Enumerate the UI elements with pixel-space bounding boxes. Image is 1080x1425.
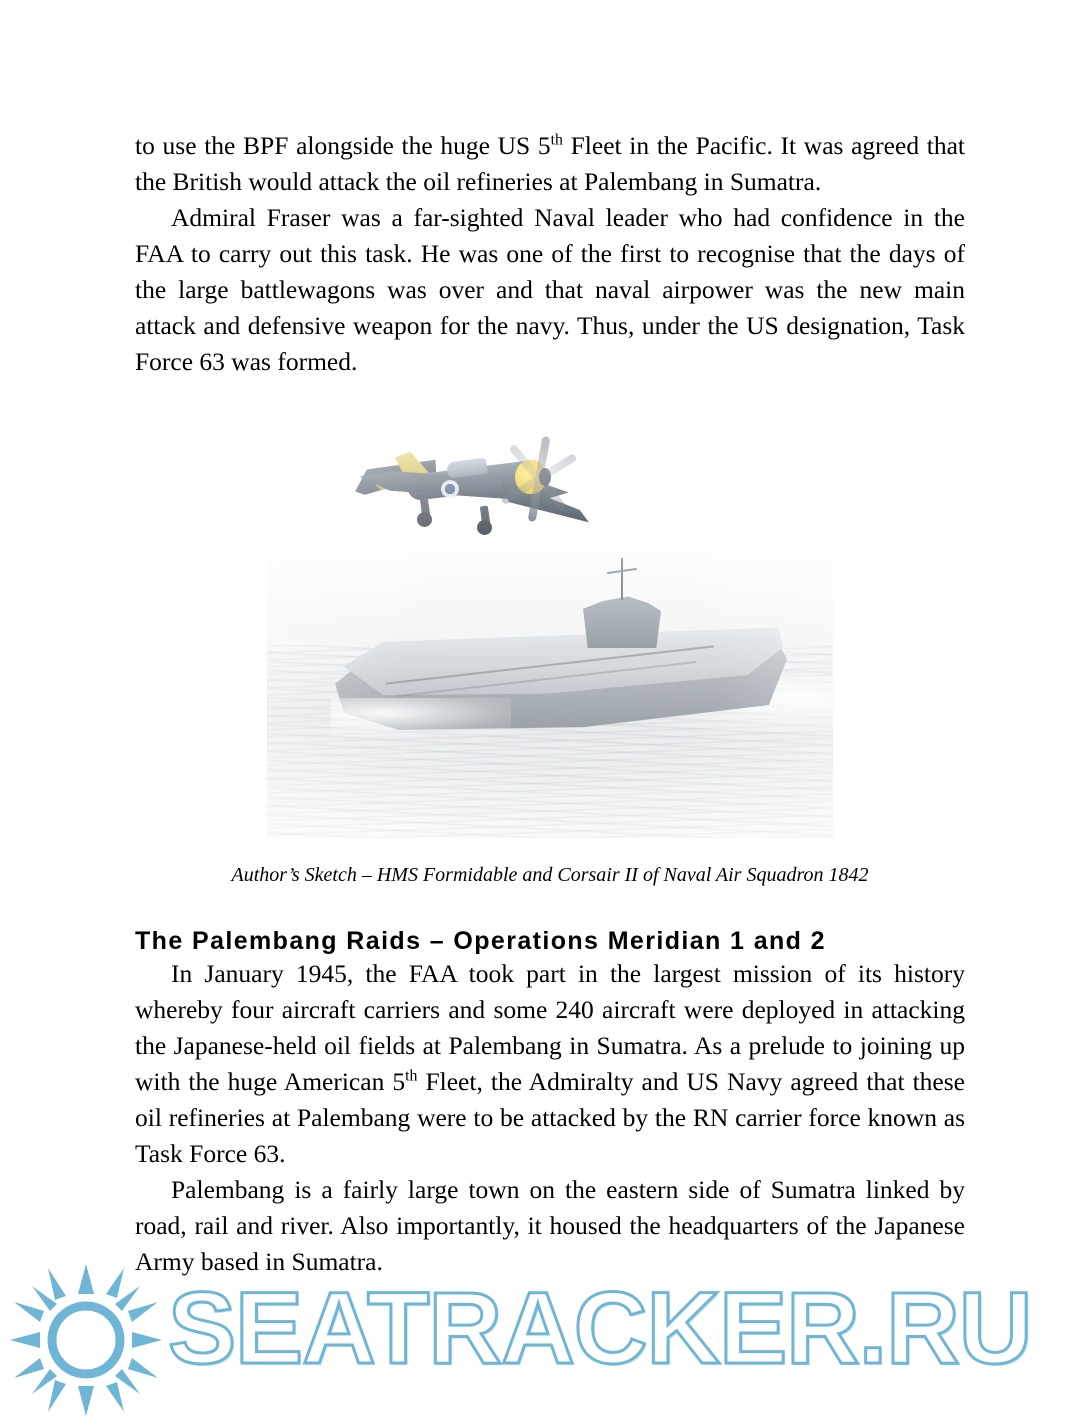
paragraph-3-text-a: In January 1945, the FAA took part in the largest mission of its history whereby four aircraft carriers and some 240 aircraft were deployed in attacking the Japanese-held oil fields at Palembang in Sumatra. As a prelude to joining up with the huge American 5 [135,959,965,1096]
figure-authors-sketch [135,410,965,887]
paragraph-3-text-b: Fleet, the Admiralty and US Navy agreed that these oil refineries at Palembang were to be attacked by the RN carrier force known as Task Force 63. [135,1067,965,1168]
paragraph-1-text-a: to use the BPF alongside the huge US 5 [135,131,551,160]
sun-burst-icon [10,1264,162,1416]
figure-image [267,410,833,838]
paragraph-1-text-b: Fleet in the Pacific. It was agreed that the British would attack the oil refineries at Palembang in Sumatra. [135,131,965,196]
page-content [135,128,965,1280]
paragraph-3 [135,956,965,1172]
section-body [135,956,965,1280]
paragraph-1-superscript: th [550,131,563,149]
figure-caption: Author’s Sketch – HMS Formidable and Corsair II of Naval Air Squadron 1842 [231,864,869,886]
section-heading: The Palembang Raids – Operations Meridian 1 and 2 [135,927,826,955]
paragraph-3-superscript: th [405,1067,418,1085]
sketch-haze-overlay [267,410,833,838]
paragraph-1 [135,128,965,200]
paragraph-2: Admiral Fraser was a far-sighted Naval leader who had confidence in the FAA to carry out this task. He was one of the first to recognise that the days of the large battlewagons was over and that naval airpower was the new main attack and defensive weapon for the navy. Thus, under the US designation, Task Force 63 was formed. [135,203,965,376]
paragraph-4: Palembang is a fairly large town on the eastern side of Sumatra linked by road, rail and river. Also importantly, it housed the headquarters of the Japanese Army based in Sumatra. [135,1175,965,1276]
watermark-text: SEATRACKER.RU [168,1271,1032,1385]
